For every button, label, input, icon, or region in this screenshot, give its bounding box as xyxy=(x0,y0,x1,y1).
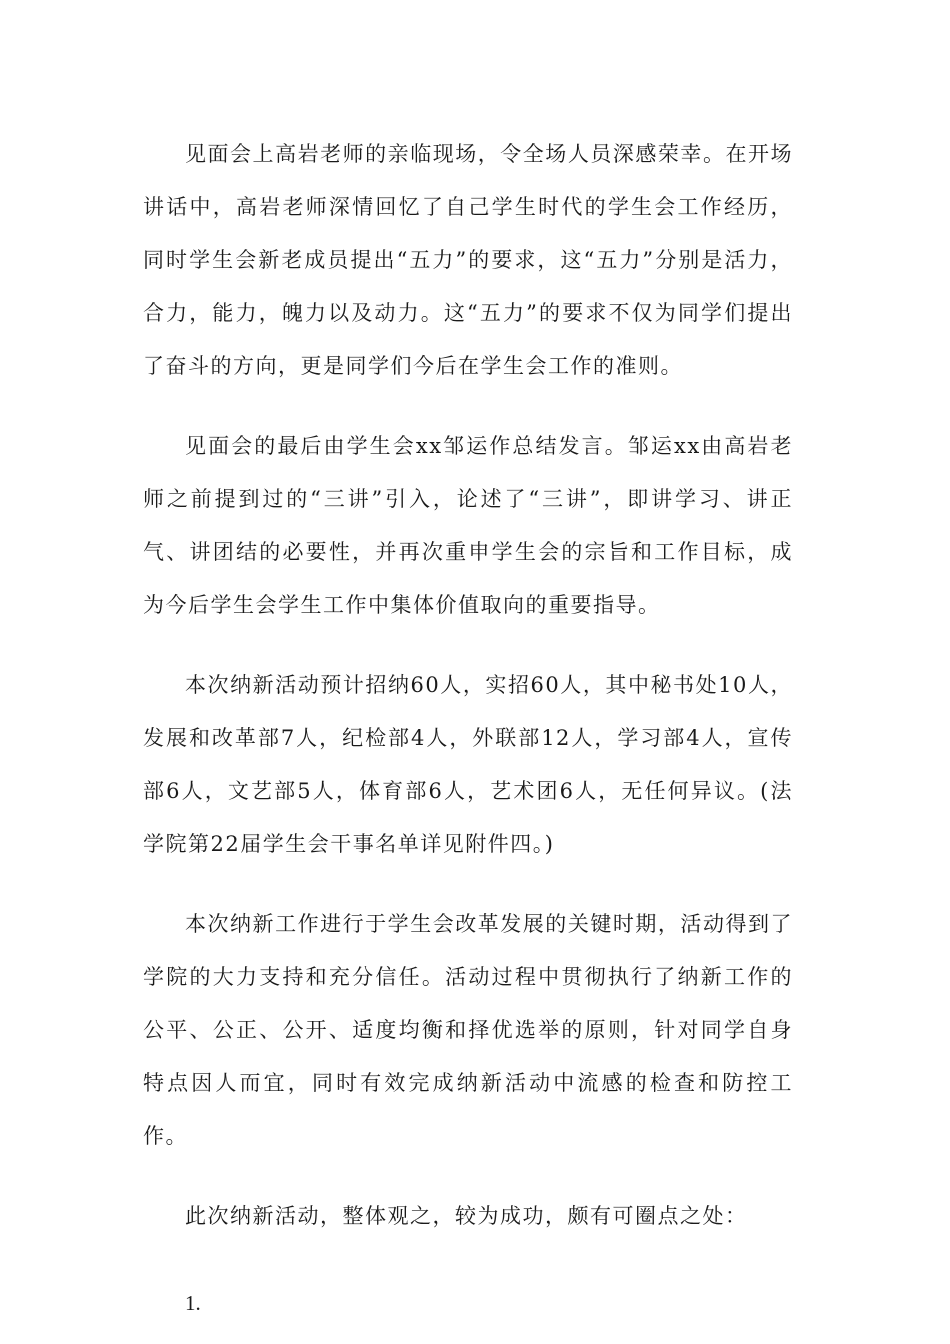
paragraph-evaluation-intro: 此次纳新活动，整体观之，较为成功，颇有可圈点之处： xyxy=(185,1204,748,1228)
paragraph-recruitment-process: 本次纳新工作进行于学生会改革发展的关键时期，活动得到了学院的大力支持和充分信任。活动过程中贯彻执行了纳新工作的公平、公正、公开、适度均衡和择优选举的原则，针对同学自身特点因人而宜，同时有效完成纳新活动中流感的检查和防控工作。 xyxy=(143,912,793,1148)
list-item-marker: 1. xyxy=(185,1291,201,1315)
paragraph-closing-summary: 见面会的最后由学生会xx邹运作总结发言。邹运xx由高岩老师之前提到过的“三讲”引入，论述了“三讲”，即讲学习、讲正气、讲团结的必要性，并再次重申学生会的宗旨和工作目标，成为今后学生会学生工作中集体价值取向的重要指导。 xyxy=(143,434,793,617)
document-body xyxy=(143,128,793,1330)
paragraph-recruitment-numbers: 本次纳新活动预计招纳60人，实招60人，其中秘书处10人，发展和改革部7人，纪检部4人，外联部12人，学习部4人，宣传部6人，文艺部5人，体育部6人，艺术团6人，无任何异议。(法学院第22届学生会干事名单详见附件四。) xyxy=(143,673,793,856)
paragraph-opening-speech: 见面会上高岩老师的亲临现场，令全场人员深感荣幸。在开场讲话中，高岩老师深情回忆了自己学生时代的学生会工作经历，同时学生会新老成员提出“五力”的要求，这“五力”分别是活力，合力，能力，魄力以及动力。这“五力”的要求不仅为同学们提出了奋斗的方向，更是同学们今后在学生会工作的准则。 xyxy=(143,142,793,378)
